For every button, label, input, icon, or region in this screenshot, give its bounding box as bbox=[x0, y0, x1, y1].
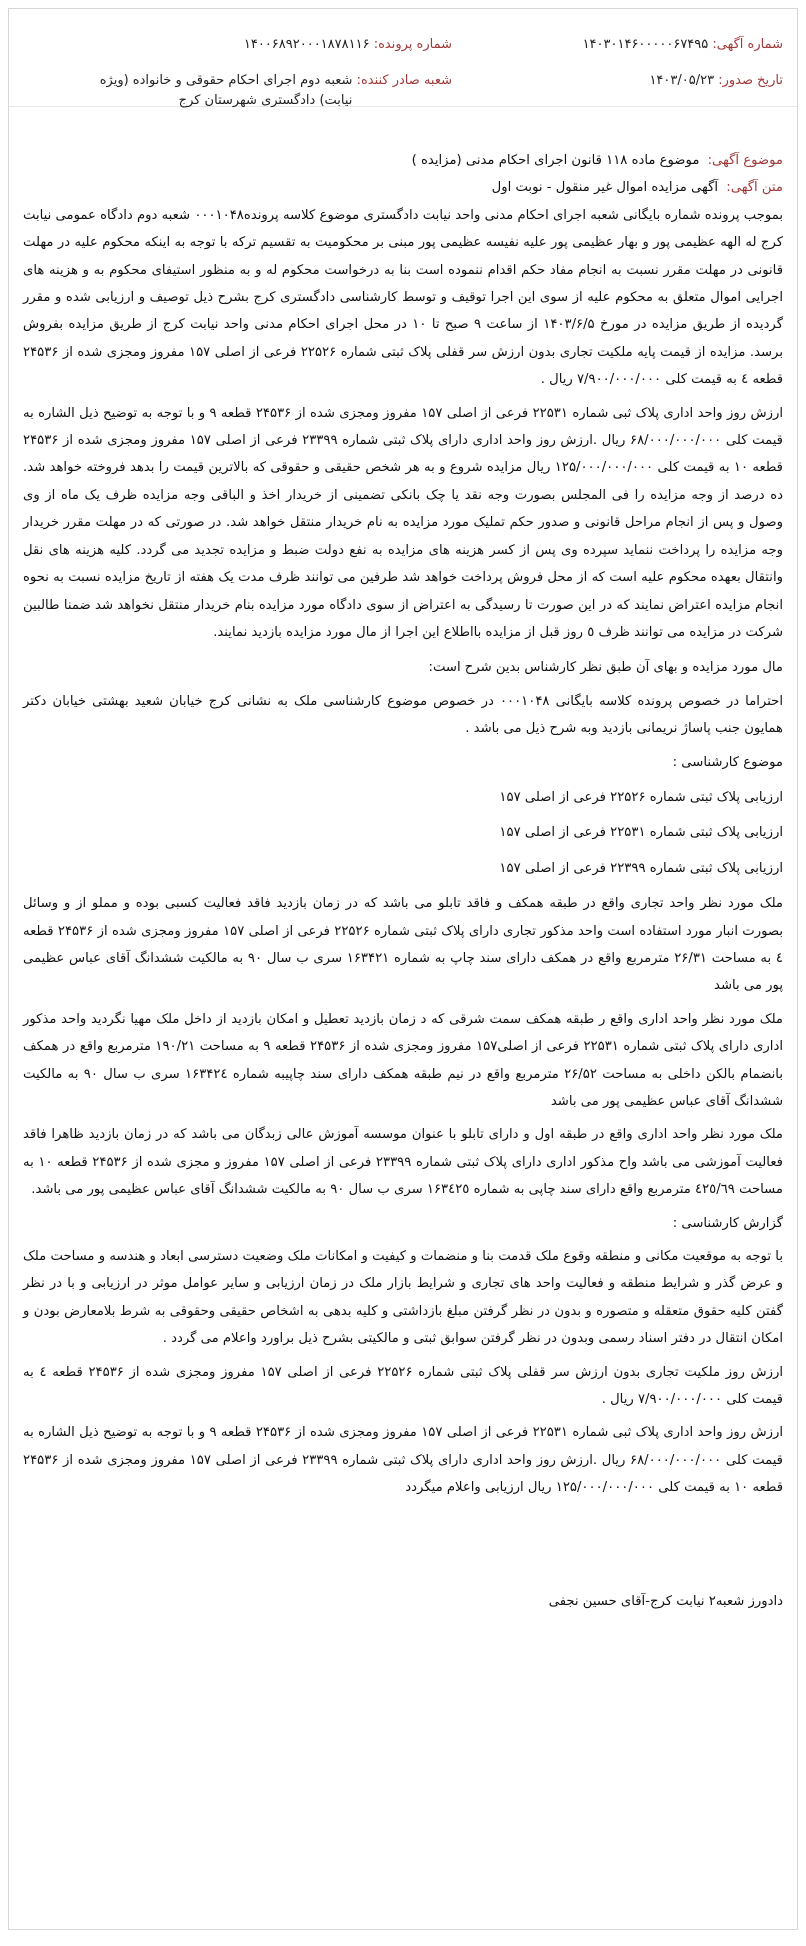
case-number-label: شماره پرونده: bbox=[373, 37, 452, 52]
issuer: شعبه دوم اجرای احکام حقوقی و خانواده (ویژه نیابت) دادگستری شهرستان کرج bbox=[99, 73, 353, 108]
issue-date-label: تاریخ صدور: bbox=[718, 73, 783, 88]
notice-text-line bbox=[23, 174, 783, 201]
subject-value: موضوع ماده ۱۱۸ قانون اجرای احکام مدنی (مزایده ) bbox=[411, 153, 700, 168]
case-number: ۱۴۰۰۶۸۹۲۰۰۰۱۸۷۸۱۱۶ bbox=[243, 37, 370, 52]
notice-number-row bbox=[583, 35, 783, 55]
property-description: ملک مورد نظر واحد تجاری واقع در طبقه همکف و فاقد تابلو می باشد که در زمان بازدید فاقد فعالیت کسبی بوده و مملو از و وسائل بصورت انبار مورد استفاده است واحد مذکور تجاری دارای پلاک ثبتی شماره ۲۲۵۲۶ فرعی از اصلی ۱۵۷ مفروز ومجزی شده از ۲۴۵۳۶ قطعه ٤ به مساحت ۲۶/۳۱ مترمربع واقع در همکف دارای سند چاپ به شماره ۱۶۳۴۲۱ سری ب سال ۹۰ به مالکیت ششدانگ آقای عباس عظیمی پور می باشد bbox=[23, 896, 784, 994]
report-paragraph: با توجه به موقعیت مکانی و منطقه وقوع ملک قدمت بنا و منضمات و کیفیت و امکانات ملک وضعیت دسترسی ابعاد و هندسه و مساحت ملک و عرض گذر و شرایط منطقه و فعالیت واحد های تجاری و شرایط بازار ملک در زمان ارزیابی و سایر عوامل موثر در ارزیابی و با در نظر گفتن کلیه حقوق متعقله و متصوره و بدون در نظر گرفتن مبلغ بازداشتی و کلیه بدهی به اشخاص حقیقی وحقوقی به شرط بلامعارض بودن و امکان انتقال در دفتر اسناد رسمی وبدون در نظر گرفتن سوابق ثبتی و مالکیتی بشرح ذیل براورد واعلام می گردد . bbox=[23, 1249, 783, 1347]
notice-body bbox=[9, 107, 797, 1615]
signature: دادورز شعبه۲ نیابت کرج-آقای حسین نجفی bbox=[548, 1593, 783, 1609]
property-description: ملک مورد نظر واحد اداری واقع ر طبقه همکف سمت شرقی که د زمان بازدید تعطیل و امکان بازدید از داخل ملک مهیا نگردید واحد مذکور اداری دارای پلاک ثبتی شماره ۲۲۵۳۱ فرعی از اصلی۱۵۷ مفروز ومجزی شده از ۲۴۵۳۶ قطعه ۹ به مساحت ۱۹۰/۲۱ مترمربع واقع در همکف بانضمام بالکن داخلی به مساحت ۲۶/۵۲ مترمربع واقع در نیم طبقه همکف دارای سند چاپیبه شماره ۱۶۳۴۲٤ سری ب سال ۹۰ به مالکیت ششدانگ آقای عباس عظیمی پور می باشد bbox=[23, 1011, 784, 1109]
notice-number: ۱۴۰۳۰۱۴۶۰۰۰۰۰۶۷۴۹۵ bbox=[582, 37, 709, 52]
issue-date-row bbox=[649, 71, 783, 91]
expert-item: ارزیابی پلاک ثبتی شماره ۲۲۵۲۶ فرعی از اصلی ۱۵۷ bbox=[499, 789, 783, 805]
property-description: ملک مورد نظر واحد اداری واقع در طبقه اول و دارای تابلو با عنوان موسسه آموزش عالی زبدگان می باشد که در زمان بازدید ظاهرا فاقد فعالیت آموزشی می باشد واح مذکور اداری دارای پلاک ثبتی شماره ۲۳۳۹۹ فرعی از اصلی ۱۵۷ مفروز و مجزی شده از ۲۴۵۳۶ قطعه ۱۰ به مساحت ٤۲٥/٦۹ مترمربع واقع دارای سند چاپی به شماره ۱۶۳٤۲٥ سری ب سال ۹۰ به مالکیت ششدانگ آقای عباس عظیمی پور می باشد. bbox=[23, 1127, 783, 1198]
notice-text-value: آگهی مزایده اموال غیر منقول - نوبت اول bbox=[491, 180, 719, 196]
expert-subject-title: موضوع کارشناسی : bbox=[672, 754, 783, 770]
paragraph: ارزش روز واحد اداری پلاک ثبی شماره ۲۲۵۳۱ فرعی از اصلی ۱۵۷ مفروز ومجزی شده از ۲۴۵۳۶ قطعه ۹ و با توجه به توضیح ذیل الشاره به قیمت کلی ۶۸/۰۰۰/۰۰۰/۰۰۰ ریال .ارزش روز واحد اداری دارای پلاک ثبتی شماره ۲۳۳۹۹ فرعی از اصلی ۱۵۷ مفروز ومجزی شده از ۲۴۵۳۶ قطعه ۱۰ به قیمت کلی ۱۲۵/۰۰۰/۰۰۰/۰۰۰ ریال مزایده شروع و به هر شخص حقیقی و حقوقی که بالاترین قیمت را بدهد فروخته خواهد شد. ده درصد از وجه مزایده را فی المجلس بصورت وجه نقد یا چک بانکی تضمینی از خریدار اخذ و الباقی وجه مزایده ظرف یک ماه از وی وصول و پس از انجام مراحل قانونی و صدور حکم تملیک مورد مزایده به نام خریدار منتقل خواهد شد. در صورتی که در مهلت مقرر خریدار وجه مزایده را پرداخت ننماید سپرده وی پس از کسر هزینه های مزایده به نفع دولت ضبط و مزایده تجدید می گردد. کلیه هزینه های نقل وانتقال بعهده محکوم علیه است که از محل فروش پرداخت خواهد شد طرفین می توانند ظرف مدت یک هفته از تاریخ مزایده نسبت به نحوه انجام مزایده اعتراض نمایند که در این صورت تا رسیدگی به اعتراض از سوی دادگاه مورد مزایده بنام خریدار منتقل نخواهد شد ضمنا طالبین شرکت در مزایده می توانند ظرف ٥ روز قبل از مزایده بااطلاع این اجرا از مال مورد مزایده بازدید نمایند. bbox=[23, 405, 783, 640]
report-paragraph: ارزش روز واحد اداری پلاک ثبی شماره ۲۲۵۳۱ فرعی از اصلی ۱۵۷ مفروز ومجزی شده از ۲۴۵۳۶ قطعه ۹ و با توجه به توضیح ذیل الشاره به قیمت کلی ۶۸/۰۰۰/۰۰۰/۰۰۰ ریال .ارزش روز واحد اداری دارای پلاک ثبتی شماره ۲۳۳۹۹ فرعی از اصلی ۱۵۷ مفروز ومجزی شده از ۲۴۵۳۶ قطعه ۱۰ به قیمت کلی ۱۲۵/۰۰۰/۰۰۰/۰۰۰ ریال ارزیابی واعلام میگردد bbox=[23, 1425, 783, 1496]
issuer-label: شعبه صادر کننده: bbox=[356, 73, 452, 88]
section-title: مال مورد مزایده و بهای آن طبق نظر کارشناس بدین شرح است: bbox=[428, 660, 783, 676]
paragraph: بموجب پرونده شماره بایگانی شعبه اجرای احکام مدنی واحد نیابت دادگستری موضوع کلاسه پرونده۰۰۰۱۰۴۸ شعبه دوم دادگاه عمومی نیابت کرج له الهه عظیمی پور و بهار عظیمی پور علیه نفیسه عظیمی پور مبنی بر محکومیت به تقسیم ترکه با توجه به اینکه محکوم علیه در مهلت قانونی در مهلت مقرر نسبت به انجام مفاد حکم اقدام ننموده است بنا به درخواست محکوم له و به منظور استیفای محکوم به و هزینه های اجرایی اموال متعلق به محکوم علیه از سوی این اجرا توقیف و توسط کارشناسی دادگستری کرج بشرح ذیل توصیف و ارزیابی شده و مقرر گردیده از طریق مزایده در مورخ ۱۴۰۳/۶/۵ از ساعت ۹ صبح تا ۱۰ در محل اجرای احکام مدنی واحد نیابت کرج از طریق مزایده بفروش برسد. مزایده از قیمت پایه ملکیت تجاری بدون ارزش سر قفلی پلاک ثبتی شماره ۲۲۵۲۶ فرعی از اصلی ۱۵۷ مفروز ومجزی شده از ۲۴۵۳۶ قطعه ٤ به قیمت کلی ۷/۹۰۰/۰۰۰/۰۰۰ ریال . bbox=[23, 207, 784, 388]
report-paragraph: ارزش روز ملکیت تجاری بدون ارزش سر قفلی پلاک ثبتی شماره ۲۲۵۲۶ فرعی از اصلی ۱۵۷ مفروز ومجزی شده از ۲۴۵۳۶ قطعه ٤ به قیمت کلی ۷/۹۰۰/۰۰۰/۰۰۰ ریال . bbox=[23, 1364, 783, 1408]
expert-intro: احتراما در خصوص پرونده کلاسه بایگانی ۰۰۰۱۰۴۸ در خصوص موضوع کارشناسی ملک به نشانی کرج خیابان شعید بهشتی خیابان دکتر همایون جنب پاساژ نریمانی بازدید وبه شرح ذیل می باشد . bbox=[23, 693, 783, 737]
issue-date: ۱۴۰۳/۰۵/۲۳ bbox=[649, 73, 715, 88]
notice-document bbox=[8, 8, 798, 1930]
issuer-row bbox=[72, 71, 452, 111]
case-number-row bbox=[244, 35, 452, 55]
expert-item: ارزیابی پلاک ثبتی شماره ۲۲۵۳۱ فرعی از اصلی ۱۵۷ bbox=[499, 825, 783, 841]
notice-text-label: متن آگهی: bbox=[726, 180, 783, 196]
notice-number-label: شماره آگهی: bbox=[712, 37, 783, 52]
expert-item: ارزیابی پلاک ثبتی شماره ۲۲۳۹۹ فرعی از اصلی ۱۵۷ bbox=[499, 860, 783, 876]
subject-line bbox=[23, 147, 783, 174]
subject-label: موضوع آگهی: bbox=[707, 153, 783, 168]
notice-header bbox=[9, 9, 797, 107]
report-title: گزارش کارشناسی : bbox=[672, 1215, 783, 1231]
